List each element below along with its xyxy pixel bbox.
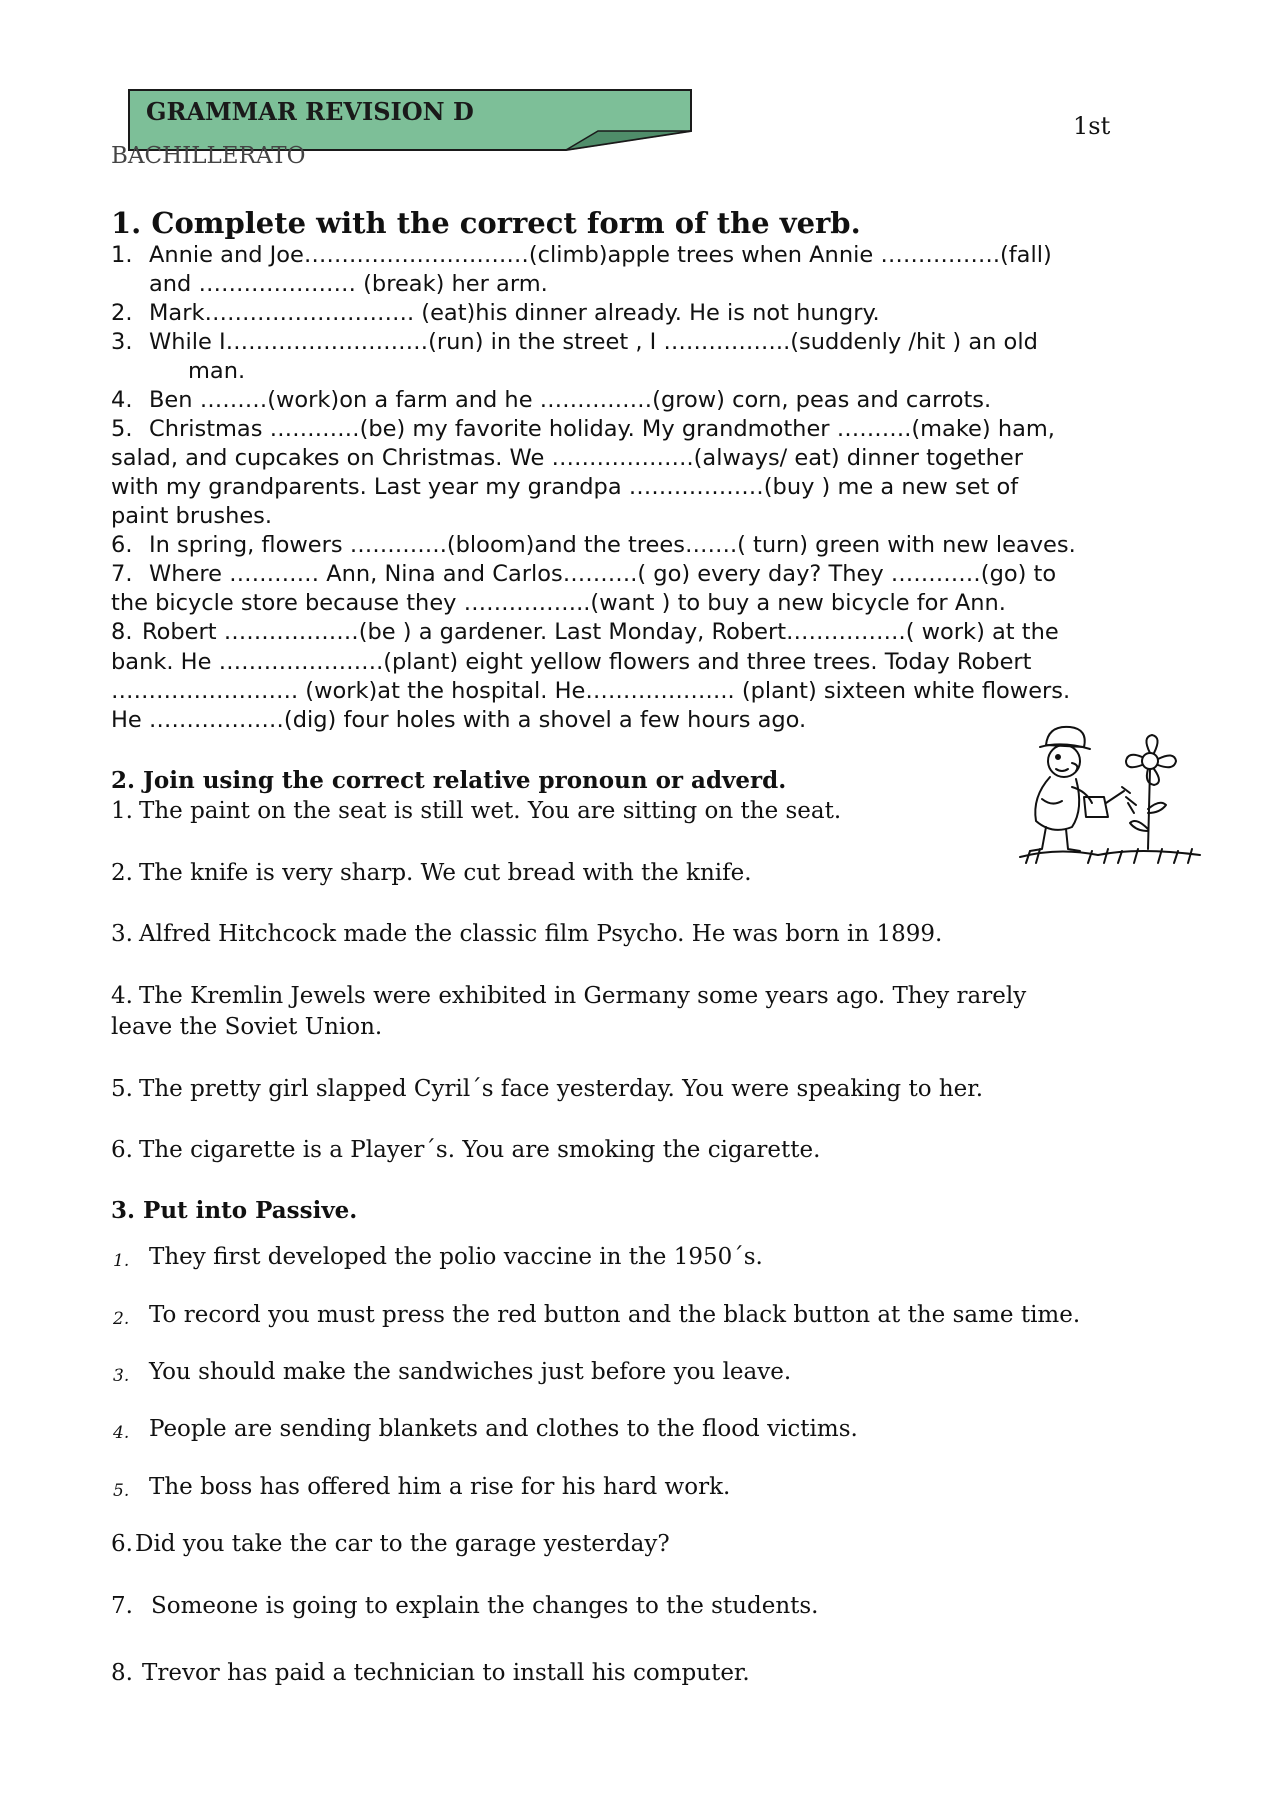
item-number: 4. [113,1423,130,1443]
exercise-line: The pretty girl slapped Cyril´s face yesterday. You were speaking to her. [139,1076,984,1102]
section1-heading: 1. Complete with the correct form of the verb. [111,206,861,240]
exercise-line: and ………………… (break) her arm. [149,271,548,297]
item-number: 5. [111,416,133,442]
exercise-line: In spring, flowers ………….(bloom)and the trees…….( turn) green with new leaves. [149,532,1076,558]
exercise-line: Annie and Joe…………………………(climb)apple trees when Annie …………….(fall) [149,242,1052,268]
exercise-line: Ben ………(work)on a farm and he ……………(grow) corn, peas and carrots. [149,387,992,413]
exercise-line: leave the Soviet Union. [111,1014,383,1040]
item-number: 6. [111,1137,133,1163]
exercise-line: with my grandparents. Last year my grandpa ………………(buy ) me a new set of [111,474,1019,500]
exercise-line: The cigarette is a Player´s. You are smoking the cigarette. [139,1137,821,1163]
exercise-line: Someone is going to explain the changes to the students. [151,1593,819,1619]
item-number: 1. [111,242,133,268]
exercise-line: the bicycle store because they ……………..(want ) to buy a new bicycle for Ann. [111,590,1006,616]
exercise-line: The paint on the seat is still wet. You are sitting on the seat. [139,798,842,824]
exercise-line: Mark………………………. (eat)his dinner already. He is not hungry. [149,300,880,326]
item-number: 4. [111,983,133,1009]
item-number: 8. [111,1660,133,1686]
item-number: 3. [113,1366,130,1386]
item-number: 7. [111,1593,133,1619]
section2-heading: 2. Join using the correct relative pronoun or adverd. [111,767,787,794]
item-number: 8. [111,619,133,645]
title-banner [128,89,693,151]
item-number: 3. [111,921,133,947]
exercise-line: Alfred Hitchcock made the classic film Psycho. He was born in 1899. [139,921,943,947]
item-number: 1. [113,1251,130,1271]
exercise-line: ……………………. (work)at the hospital. He……………….. (plant) sixteen white flowers. [111,678,1071,704]
exercise-line: Where ………… Ann, Nina and Carlos……….( go) every day? They …………(go) to [149,561,1057,587]
item-number: 5. [113,1481,130,1501]
exercise-line: Did you take the car to the garage yesterday? [135,1531,670,1557]
exercise-line: Trevor has paid a technician to install his computer. [142,1660,750,1686]
item-number: 5. [111,1076,133,1102]
exercise-line: He ………………(dig) four holes with a shovel a few hours ago. [111,707,807,733]
item-number: 7. [111,561,133,587]
item-number: 2. [111,860,133,886]
exercise-line: Robert ………………(be ) a gardener. Last Monday, Robert…………….( work) at the [142,619,1059,645]
item-number: 1. [111,798,133,824]
exercise-line: salad, and cupcakes on Christmas. We ……………….(always/ eat) dinner together [111,445,1023,471]
exercise-line: paint brushes. [111,503,273,529]
exercise-line: While I………………………(run) in the street , I ……………..(suddenly /hit ) an old [149,329,1038,355]
page-title: GRAMMAR REVISION D [146,97,474,126]
exercise-line: People are sending blankets and clothes to the flood victims. [149,1416,858,1442]
exercise-line: You should make the sandwiches just before you leave. [149,1359,792,1385]
exercise-line: Christmas …………(be) my favorite holiday. My grandmother ……….(make) ham, [149,416,1055,442]
exercise-line: To record you must press the red button and the black button at the same time. [149,1302,1081,1328]
course-level: 1st [1073,112,1111,140]
section3-heading: 3. Put into Passive. [111,1197,358,1224]
exercise-line: They first developed the polio vaccine in the 1950´s. [149,1244,763,1270]
exercise-line: bank. He ………………….(plant) eight yellow flowers and three trees. Today Robert [111,649,1032,675]
item-number: 3. [111,329,133,355]
item-number: 6. [111,532,133,558]
exercise-line: The knife is very sharp. We cut bread with the knife. [139,860,752,886]
item-number: 2. [113,1309,130,1329]
gardener-watering-flower-icon [1018,717,1203,872]
exercise-line: The Kremlin Jewels were exhibited in Germany some years ago. They rarely [139,983,1027,1009]
item-number: 4. [111,387,133,413]
item-number: 6. [111,1531,133,1557]
exercise-line: man. [188,358,246,384]
course-level-cont: BACHILLERATO [111,143,306,169]
exercise-line: The boss has offered him a rise for his hard work. [149,1474,731,1500]
item-number: 2. [111,300,133,326]
